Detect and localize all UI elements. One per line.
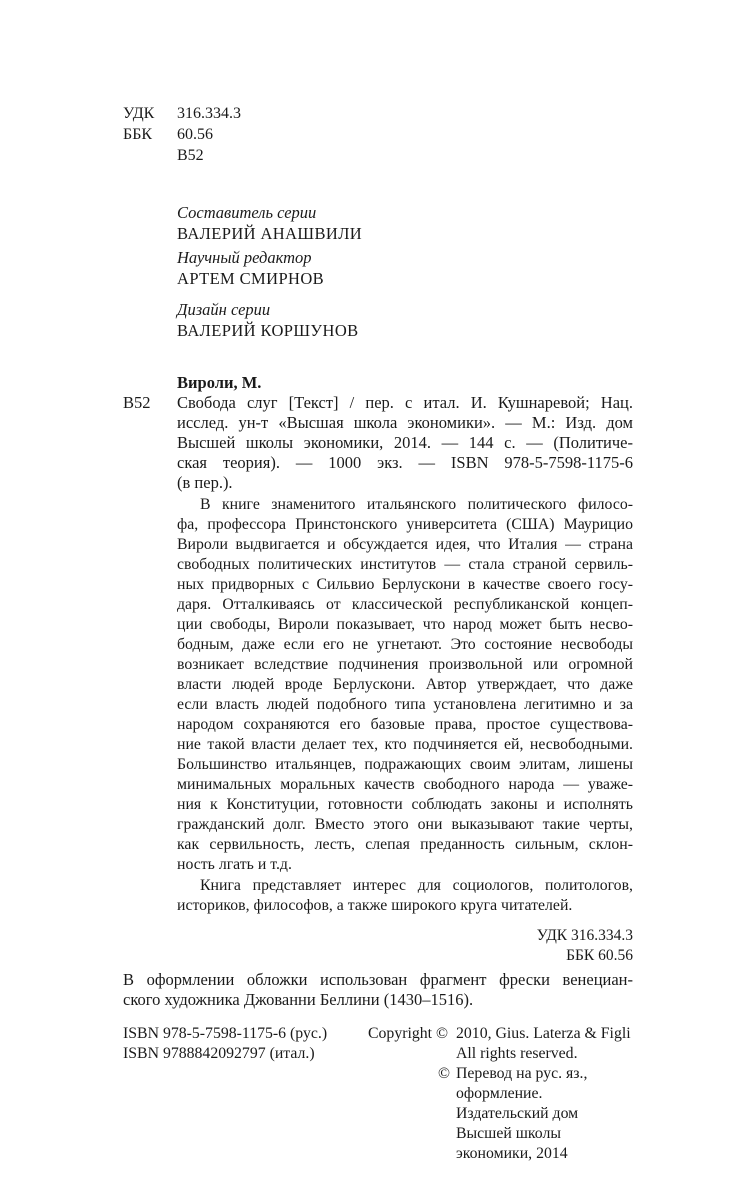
catalog-mark: В52 (123, 393, 151, 412)
copyright-line: оформление. (456, 1085, 543, 1102)
footer-bbk: ББК 60.56 (566, 947, 633, 964)
abstract-line: бодным, даже если его не угнетают. Это состояние несвободы (177, 636, 633, 653)
credit-name-scientific-editor: АРТЕМ СМИРНОВ (177, 269, 325, 288)
abstract-line: власти людей вроде Берлускони. Автор утверждает, что даже (177, 676, 633, 693)
catalog-author: Вироли, М. (177, 373, 262, 392)
cover-note-line-1: В оформлении обложки использован фрагмент фрески венециан- (123, 970, 633, 989)
catalog-line-2: исслед. ун-т «Высшая школа экономики». — М.: Изд. дом (177, 413, 633, 432)
footer-udk: УДК 316.334.3 (536, 927, 633, 944)
abstract-line: Книга представляет интерес для социологов, политологов, (200, 877, 633, 894)
credit-name-series-design: ВАЛЕРИЙ КОРШУНОВ (177, 321, 359, 340)
abstract-line: ных придворных с Сильвио Берлускони в качестве своего госу- (177, 576, 633, 593)
copyright-translation-symbol: © (438, 1065, 451, 1082)
abstract-line: ние такой власти делает тех, кто подчиняется ей, несвободными. (177, 736, 633, 753)
abstract-line: ции свободы, Вироли показывает, что народ может быть несво- (177, 616, 633, 633)
copyright-rights: All rights reserved. (456, 1045, 578, 1062)
copyright-line: экономики, 2014 (456, 1145, 568, 1162)
abstract-line: ния к Конституции, готовности соблюдать законы и исполнять (177, 796, 633, 813)
abstract-line: минимальных моральных качеств свободного народа — уваже- (177, 776, 633, 793)
abstract-line: В книге знаменитого итальянского политического филосо- (200, 496, 633, 513)
credit-role-series-compiler: Составитель серии (177, 203, 317, 222)
catalog-line-1: Свобода слуг [Текст] / пер. с итал. И. Кушнаревой; Нац. (177, 393, 633, 412)
bbk-row (123, 125, 213, 145)
udk-label: УДК (123, 105, 155, 122)
credit-role-series-design: Дизайн серии (177, 300, 271, 319)
bbk-value: 60.56 (177, 126, 213, 143)
abstract-line: если власть людей подобного типа установлена легитимно и за (177, 696, 633, 713)
author-mark-row (123, 146, 204, 166)
abstract-line: историков, философов, а также широкого круга читателей. (177, 897, 573, 914)
abstract-line: ность лгать и т.д. (177, 856, 292, 873)
copyright-translation: Перевод на рус. яз., (456, 1065, 588, 1082)
copyright-holder: 2010, Gius. Laterza & Figli (456, 1025, 631, 1042)
catalog-line-3: Высшей школы экономики, 2014. — 144 с. — (Политиче- (177, 433, 633, 452)
cover-note-line-2: ского художника Джованни Беллини (1430–1516). (123, 990, 474, 1009)
abstract-line: как сервильность, лесть, слепая преданность сильным, склон- (177, 836, 633, 853)
copyright-symbol: Copyright © (368, 1025, 449, 1042)
isbn-russian: ISBN 978-5-7598-1175-6 (рус.) (123, 1025, 328, 1042)
abstract-line: Вироли выдвигается и обсуждается идея, что Италия — страна (177, 536, 633, 553)
catalog-line-5: (в пер.). (177, 473, 233, 492)
credit-name-series-compiler: ВАЛЕРИЙ АНАШВИЛИ (177, 224, 363, 243)
credit-role-scientific-editor: Научный редактор (177, 248, 312, 267)
abstract-line: даря. Отталкиваясь от классической республиканской концеп- (177, 596, 633, 613)
udk-row (123, 104, 241, 124)
author-mark: В52 (177, 147, 204, 164)
udk-value: 316.334.3 (177, 105, 241, 122)
isbn-italian: ISBN 9788842092797 (итал.) (123, 1045, 315, 1062)
abstract-line: народом сохраняются его базовые права, простое существова- (177, 716, 633, 733)
abstract-line: Большинство итальянцев, подражающих своим элитам, лишены (177, 756, 633, 773)
abstract-line: фа, профессора Принстонского университета (США) Маурицио (177, 516, 633, 533)
abstract-line: свободных политических институтов — стала страной сервиль- (177, 556, 633, 573)
copyright-line: Издательский дом (456, 1105, 579, 1122)
catalog-line-4: ская теория). — 1000 экз. — ISBN 978-5-7598-1175-6 (177, 453, 633, 472)
abstract-line: возникает вследствие подчинения произвольной или огромной (177, 656, 633, 673)
abstract-line: гражданский долг. Вместо этого они выказывают такие черты, (177, 816, 633, 833)
bbk-label: ББК (123, 126, 153, 143)
copyright-line: Высшей школы (456, 1125, 561, 1142)
